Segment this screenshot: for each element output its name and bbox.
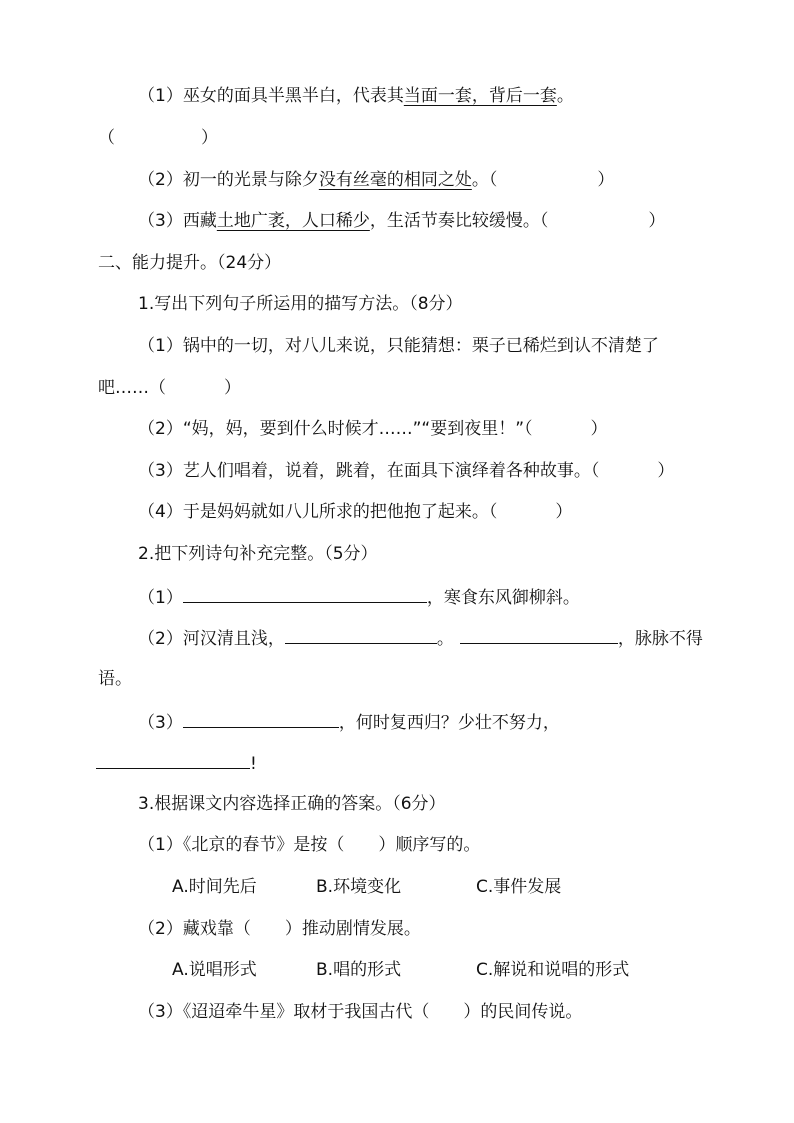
item-punct: 。 — [556, 86, 574, 106]
item-text: ，寒食东风御柳斜。 — [426, 588, 580, 608]
part3-title: 3.根据课文内容选择正确的答案。（6分） — [138, 794, 446, 814]
q1-item-2 — [138, 168, 614, 192]
paren-close: ） — [201, 128, 218, 148]
fill-blank[interactable] — [96, 750, 250, 769]
paren-open: （ — [98, 128, 115, 148]
part3-question-1: （1）《北京的春节》是按（ ）顺序写的。 — [138, 835, 481, 855]
part1-title: 1.写出下列句子所运用的描写方法。（8分） — [138, 294, 463, 314]
item-number: （1） — [138, 86, 183, 106]
fill-blank[interactable] — [183, 584, 427, 603]
part3-q1-option-b[interactable]: B.环境变化 — [316, 877, 402, 897]
item-text: 吧……（ — [98, 378, 166, 398]
part3-q2-option-b[interactable]: B.唱的形式 — [316, 960, 402, 980]
item-punct: 。 — [436, 629, 454, 649]
item-text: （2）“妈，妈，要到什么时候才……”“要到夜里！”（ — [138, 419, 533, 439]
item-text: 初一的光景与除夕 — [182, 170, 319, 190]
item-number: （2） — [138, 170, 183, 190]
q1-item-1-answer — [98, 126, 218, 150]
item-number: （1） — [138, 588, 183, 608]
item-punct: ，生活节奏比较缓慢。（ — [369, 211, 549, 231]
item-text: 巫女的面具半黑半白，代表其 — [182, 86, 404, 106]
part1-sentence-3 — [138, 459, 674, 483]
underlined-phrase: 当面一套，背后一套 — [403, 86, 557, 106]
paren-close: ） — [657, 461, 675, 481]
item-text: ，脉脉不得 — [617, 629, 703, 649]
item-punct: ! — [250, 754, 257, 774]
item-number: （3） — [138, 713, 183, 733]
item-text: （4）于是妈妈就如八儿所求的把他抱了起来。（ — [138, 502, 498, 522]
paren-close: ） — [590, 419, 608, 439]
q1-item-1 — [138, 84, 574, 108]
part1-sentence-4 — [138, 500, 572, 524]
item-text: ，何时复西归？少壮不努力， — [338, 713, 560, 733]
paren-close: ） — [555, 502, 573, 522]
part2-line-3-wrap — [96, 750, 257, 776]
section-heading: 二、能力提升。（24分） — [98, 253, 282, 273]
part2-line-1 — [138, 584, 580, 610]
fill-blank[interactable] — [285, 625, 437, 644]
part3-question-2: （2）藏戏靠（ ）推动剧情发展。 — [138, 919, 421, 939]
fill-blank[interactable] — [183, 709, 339, 728]
part2-line-3 — [138, 709, 560, 735]
part3-question-3: （3）《迢迢牵牛星》取材于我国古代（ ）的民间传说。 — [138, 1002, 583, 1022]
part2-line-2-wrap: 语。 — [98, 669, 132, 689]
item-punct: 。（ — [471, 170, 498, 190]
item-text: （3）艺人们唱着，说着，跳着，在面具下演绎着各种故事。（ — [138, 461, 600, 481]
item-number: （3） — [138, 211, 183, 231]
paren-close: ） — [597, 170, 615, 190]
fill-blank[interactable] — [460, 625, 618, 644]
q1-item-3 — [138, 209, 665, 233]
part3-q1-option-c[interactable]: C.事件发展 — [476, 877, 562, 897]
part1-sentence-1: （1）锅中的一切，对八儿来说，只能猜想：栗子已稀烂到认不清楚了 — [138, 336, 659, 356]
underlined-phrase: 土地广袤，人口稀少 — [216, 211, 370, 231]
underlined-phrase: 没有丝毫的相同之处 — [318, 170, 472, 190]
part3-q2-option-c[interactable]: C.解说和说唱的形式 — [476, 960, 630, 980]
part1-sentence-1-wrap — [98, 376, 241, 400]
paren-close: ） — [224, 378, 241, 398]
part3-q1-option-a[interactable]: A.时间先后 — [172, 877, 257, 897]
part2-title: 2.把下列诗句补充完整。（5分） — [138, 544, 378, 564]
item-text: 河汉清且浅， — [182, 629, 285, 649]
paren-close: ） — [648, 211, 666, 231]
item-text: 西藏 — [182, 211, 217, 231]
part3-q2-option-a[interactable]: A.说唱形式 — [172, 960, 257, 980]
part1-sentence-2 — [138, 417, 608, 441]
item-number: （2） — [138, 629, 183, 649]
part2-line-2 — [138, 625, 703, 651]
